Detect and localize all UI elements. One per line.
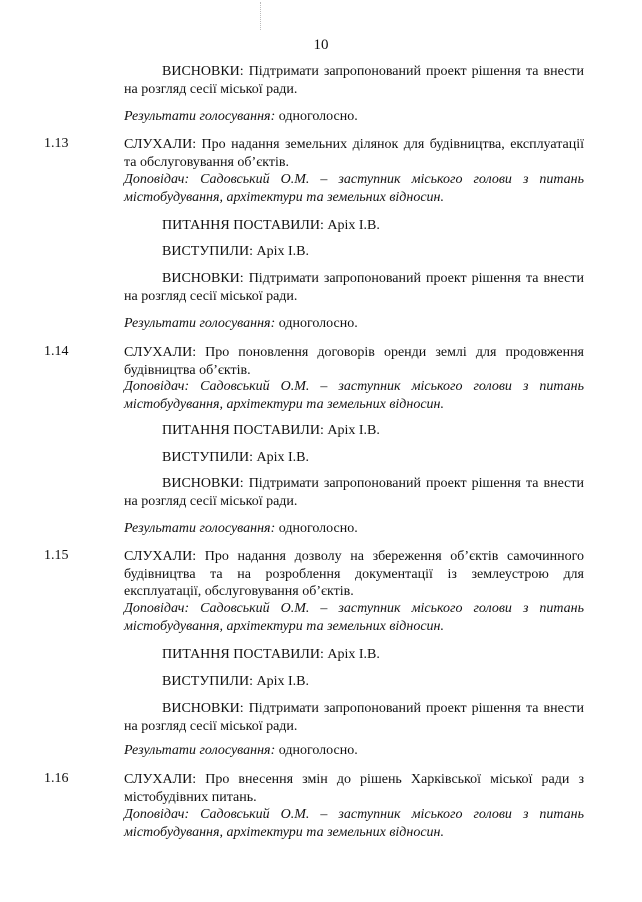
item-questions: ПИТАННЯ ПОСТАВИЛИ: Аріх І.В. xyxy=(162,218,380,233)
item-spoke: ВИСТУПИЛИ: Аріх І.В. xyxy=(162,244,309,259)
item-vote xyxy=(124,520,584,538)
vote-value: одноголосно. xyxy=(275,316,358,331)
item-speaker: Доповідач: Садовський О.М. – заступник міського голови з питань містобудування, архітектури та земельних відносин. xyxy=(124,172,584,205)
vote-label: Результати голосування: xyxy=(124,521,276,536)
vote-label: Результати голосування: xyxy=(124,316,276,331)
item-heard: СЛУХАЛИ: Про надання земельних ділянок для будівництва, експлуатації та обслуговування об’єктів. xyxy=(124,137,584,170)
intro-conclusion: ВИСНОВКИ: Підтримати запропонований проект рішення та внести на розгляд сесії міської ради. xyxy=(124,64,584,97)
item-vote xyxy=(124,315,584,333)
item-questions: ПИТАННЯ ПОСТАВИЛИ: Аріх І.В. xyxy=(162,423,380,438)
intro-vote xyxy=(124,108,584,126)
item-questions: ПИТАННЯ ПОСТАВИЛИ: Аріх І.В. xyxy=(162,647,380,662)
item-number: 1.13 xyxy=(44,136,69,151)
item-conclusion: ВИСНОВКИ: Підтримати запропонований проект рішення та внести на розгляд сесії міської ради. xyxy=(124,701,584,734)
item-conclusion: ВИСНОВКИ: Підтримати запропонований проект рішення та внести на розгляд сесії міської ради. xyxy=(124,476,584,509)
item-speaker: Доповідач: Садовський О.М. – заступник міського голови з питань містобудування, архітектури та земельних відносин. xyxy=(124,807,584,840)
item-vote xyxy=(124,742,584,760)
scan-mark xyxy=(260,2,263,30)
item-heard: СЛУХАЛИ: Про поновлення договорів оренди землі для продовження будівництва об’єктів. xyxy=(124,345,584,378)
item-conclusion: ВИСНОВКИ: Підтримати запропонований проект рішення та внести на розгляд сесії міської ради. xyxy=(124,271,584,304)
vote-value: одноголосно. xyxy=(275,109,358,124)
item-heard: СЛУХАЛИ: Про внесення змін до рішень Харківської міської ради з містобудівних питань. xyxy=(124,772,584,805)
vote-value: одноголосно. xyxy=(275,743,358,758)
page-number: 10 xyxy=(313,37,329,53)
item-speaker: Доповідач: Садовський О.М. – заступник міського голови з питань містобудування, архітектури та земельних відносин. xyxy=(124,379,584,412)
item-speaker: Доповідач: Садовський О.М. – заступник міського голови з питань містобудування, архітектури та земельних відносин. xyxy=(124,601,584,634)
item-heard: СЛУХАЛИ: Про надання дозволу на збереження об’єктів самочинного будівництва та на розроблення документації із землеустрою для експлуатації, обслуговування об’єктів. xyxy=(124,549,584,599)
item-spoke: ВИСТУПИЛИ: Аріх І.В. xyxy=(162,450,309,465)
vote-label: Результати голосування: xyxy=(124,743,276,758)
vote-value: одноголосно. xyxy=(275,521,358,536)
item-number: 1.15 xyxy=(44,548,69,563)
item-number: 1.16 xyxy=(44,771,69,786)
item-spoke: ВИСТУПИЛИ: Аріх І.В. xyxy=(162,674,309,689)
vote-label: Результати голосування: xyxy=(124,109,276,124)
item-number: 1.14 xyxy=(44,344,69,359)
